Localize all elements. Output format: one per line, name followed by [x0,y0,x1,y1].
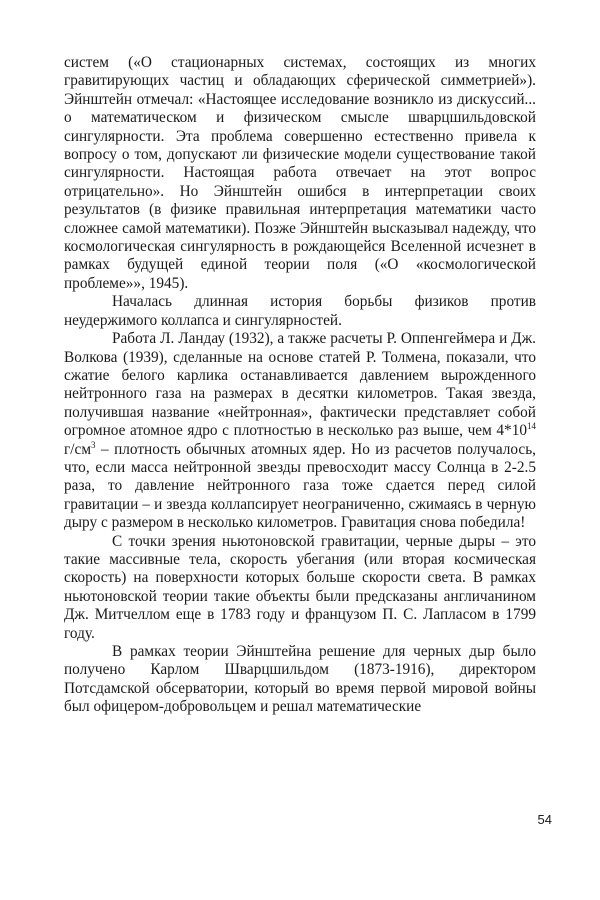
unit-base: г/см [64,440,91,458]
paragraph-3 [64,330,536,532]
page-number: 54 [537,812,552,827]
paragraph-4: С точки зрения ньютоновской гравитации, черные дыры – это такие массивные тела, скорость убегания (или вторая космическая скорость) на поверхности которых больше скорости света. В рамках ньютоновской теории такие объекты были предсказаны англичанином Дж. Митчеллом еще в 1783 году и французом П. С. Лапласом в 1799 году. [64,532,536,642]
page-body [64,54,536,717]
paragraph-3-part-2: – плотность обычных атомных ядер. Но из расчетов получалось, что, если масса нейтронной звезды превосходит массу Солнца в 2-2.5 раза, то давление нейтронного газа тоже сдается перед силой гравитации – и звезда коллапсирует неограниченно, сжимаясь в черную дыру с размером в несколько километров. Гравитация снова победила! [64,440,536,532]
exponent-14: 14 [527,421,536,432]
paragraph-2: Началась длинная история борьбы физиков против неудержимого коллапса и сингулярностей. [64,293,536,329]
paragraph-1: систем («О стационарных системах, состоящих из многих гравитирующих частиц и обладающих сферической симметрией»). Эйнштейн отмечал: «Настоящее исследование возникло из дискуссий... о математическом и физическом смысле шварцшильдовской сингулярности. Эта проблема совершенно естественно привела к вопросу о том, допускают ли физические модели существование такой сингулярности. Настоящая работа отвечает на этот вопрос отрицательно». Но Эйнштейн ошибся в интерпретации своих результатов (в физике правильная интерпретация математики часто сложнее самой математики). Позже Эйнштейн высказывал надежду, что космологическая сингулярность в рождающейся Вселенной исчезнет в рамках будущей единой теории поля («О «космологической проблеме»», 1945). [64,54,536,292]
paragraph-3-part-1: Работа Л. Ландау (1932), а также расчеты Р. Оппенгеймера и Дж. Волкова (1939), сделанные на основе статей Р. Толмена, показали, что сжатие белого карлика останавливается давлением вырожденного нейтронного газа на размерах в десятки километров. Такая звезда, получившая название «нейтронная», фактически представляет собой огромное атомное ядро с плотностью в несколько раз выше, чем 4*10 [64,330,536,440]
paragraph-5: В рамках теории Эйнштейна решение для черных дыр было получено Карлом Шварцшильдом (1873-1916), директором Потсдамской обсерватории, который во время первой мировой войны был офицером-добровольцем и решал математические [64,643,536,716]
exponent-3: 3 [91,439,96,450]
